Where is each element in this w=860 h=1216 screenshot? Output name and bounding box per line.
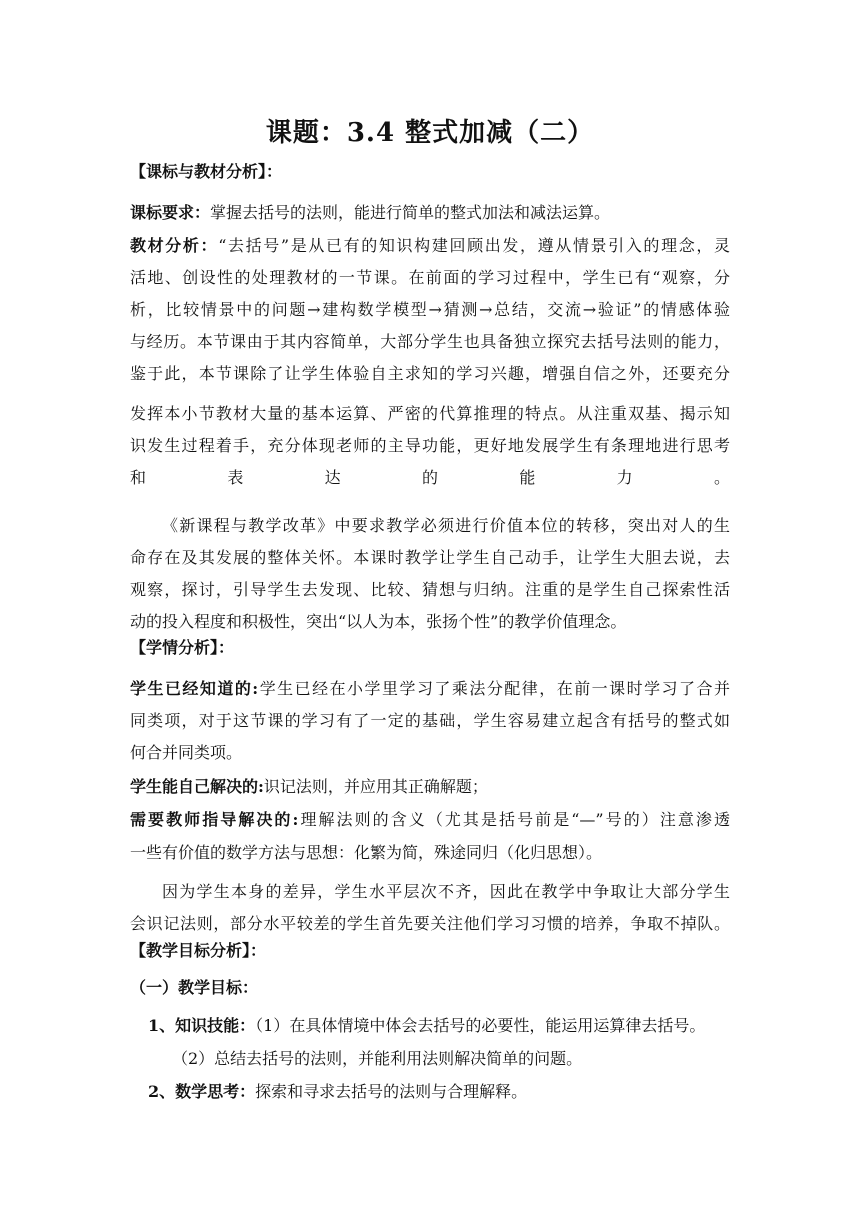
- guided-label: 需要教师指导解决的:: [130, 810, 299, 829]
- known-first-line: [130, 679, 730, 699]
- paragraph-line: 观察，探讨，引导学生去发现、比较、猜想与归纳。注重的是学生自己探索性活: [130, 580, 730, 599]
- paragraph-line: 和表达的能力。: [130, 468, 730, 487]
- paragraph-line: 活地、创设性的处理教材的一节课。在前面的学习过程中，学生已有“观察，分: [130, 268, 730, 287]
- document-title: 课题：3.4 整式加减（二）: [265, 118, 595, 148]
- paragraph-line: 鉴于此，本节课除了让学生体验自主求知的学习兴趣，增强自信之外，还要充分: [130, 364, 730, 383]
- goal-number: 2、: [148, 1082, 176, 1101]
- goal-text: 探索和寻求去括号的法则与合理解释。: [255, 1082, 528, 1101]
- section-heading-curriculum: 【课标与教材分析】：: [130, 162, 283, 181]
- goal-number: 1、: [148, 1016, 176, 1035]
- subheading-teaching-goals: （一）教学目标：: [130, 978, 259, 997]
- paragraph-line: 与经历。本节课由于其内容简单，大部分学生也具备独立探究去括号法则的能力，: [130, 332, 730, 351]
- material-analysis-label: 教材分析：: [130, 236, 219, 255]
- paragraph-line: 何合并同类项。: [130, 743, 243, 762]
- paragraph-line: 《新课程与教学改革》中要求教学必须进行价值本位的转移，突出对人的生: [162, 516, 730, 535]
- goal-text: （1）在具体情境中体会去括号的必要性，能运用运算律去括号。: [255, 1016, 706, 1035]
- requirement-label: 课标要求：: [130, 203, 211, 222]
- section-heading-objectives: 【教学目标分析】：: [130, 941, 267, 960]
- paragraph-line: 命存在及其发展的整体关怀。本课时教学让学生自己动手，让学生大胆去说，去: [130, 548, 730, 567]
- goal-math-thinking: [148, 1082, 527, 1102]
- goal-label: 数学思考：: [175, 1082, 256, 1101]
- self-solvable-text: 识记法则，并应用其正确解题；: [263, 777, 488, 796]
- paragraph-line: 识发生过程着手，充分体现老师的主导功能，更好地发展学生有条理地进行思考: [130, 436, 730, 455]
- paragraph-line: 同类项，对于这节课的学习有了一定的基础，学生容易建立起含有括号的整式如: [130, 711, 730, 730]
- self-solvable-label: 学生能自己解决的:: [130, 777, 264, 796]
- paragraph-line: 因为学生本身的差异，学生水平层次不齐，因此在教学中争取让大部分学生: [162, 882, 730, 901]
- goal-knowledge-skills: [148, 1016, 705, 1036]
- section-heading-student-analysis: 【学情分析】：: [130, 638, 235, 657]
- paragraph-line: 会识记法则，部分水平较差的学生首先要关注他们学习习惯的培养，争取不掉队。: [130, 914, 730, 933]
- goal-label: 知识技能：: [175, 1016, 256, 1035]
- material-analysis-first-line: [130, 236, 730, 256]
- paragraph-line: 发挥本小节教材大量的基本运算、严密的代算推理的特点。从注重双基、揭示知: [130, 404, 730, 423]
- material-analysis-text: “去括号”是从已有的知识构建回顾出发，遵从情景引入的理念，灵: [218, 236, 730, 255]
- guided-text: 理解法则的含义（尤其是括号前是“—”号的）注意渗透: [298, 810, 730, 829]
- known-label: 学生已经知道的:: [130, 679, 259, 698]
- curriculum-requirement: [130, 203, 610, 223]
- paragraph-line: 一些有价值的数学方法与思想：化繁为简，殊途同归（化归思想）。: [130, 843, 603, 862]
- requirement-text: 掌握去括号的法则，能进行简单的整式加法和减法运算。: [210, 203, 611, 222]
- paragraph-line: 析，比较情景中的问题→建构数学模型→猜测→总结，交流→验证”的情感体验: [130, 300, 730, 319]
- guided-first-line: [130, 810, 730, 830]
- goal-knowledge-skills-continued: （2）总结去括号的法则，并能利用法则解决简单的问题。: [172, 1049, 583, 1068]
- self-solvable: [130, 777, 488, 797]
- paragraph-line: 动的投入程度和积极性，突出“以人为本，张扬个性”的教学价值理念。: [130, 612, 627, 631]
- known-text: 学生已经在小学里学习了乘法分配律，在前一课时学习了合并: [258, 679, 730, 698]
